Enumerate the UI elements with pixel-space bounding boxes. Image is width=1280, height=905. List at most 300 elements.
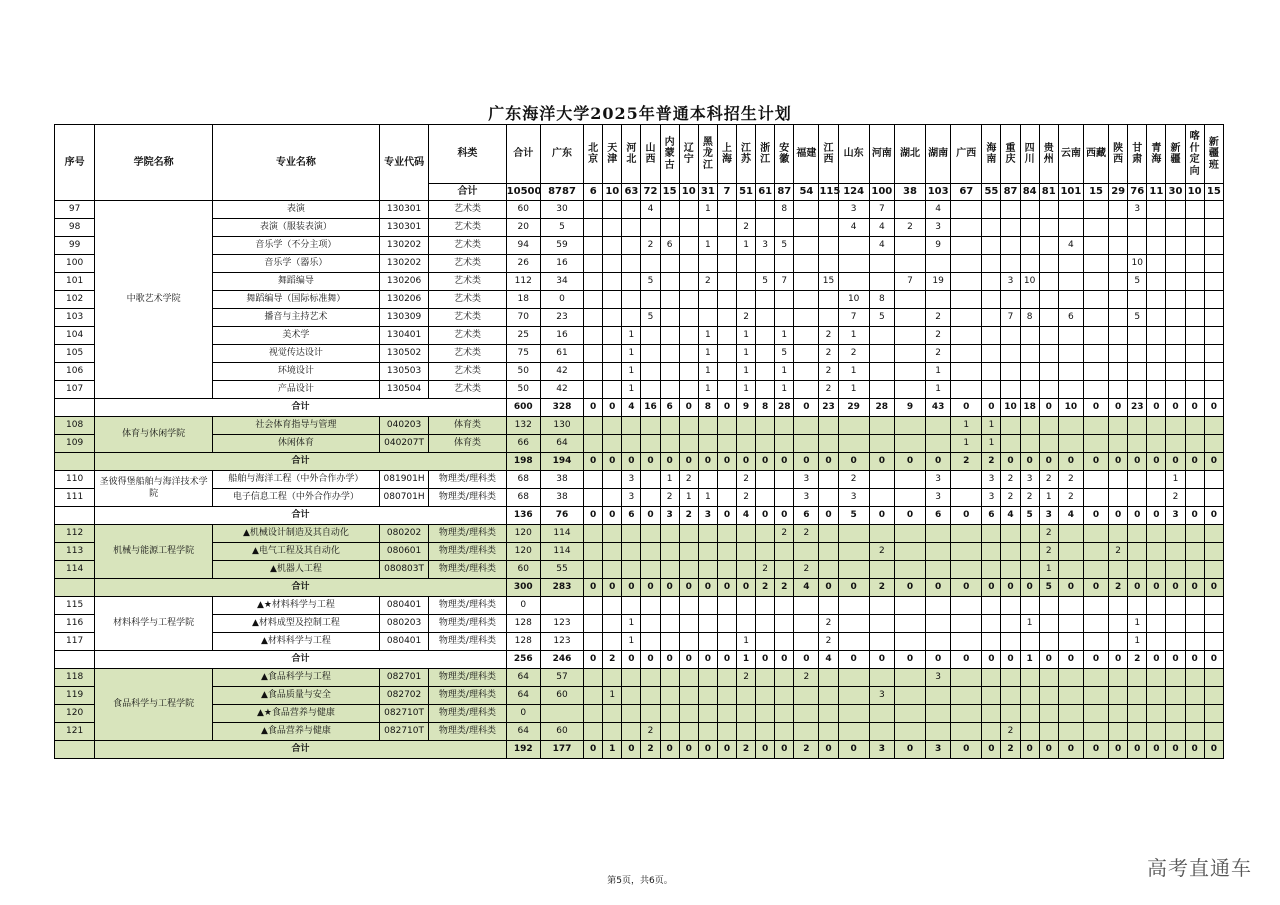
quota-cell [1001, 597, 1020, 615]
major-category: 物理类/理科类 [429, 525, 506, 543]
quota-cell [926, 255, 951, 273]
major-category: 物理类/理科类 [429, 489, 506, 507]
quota-cell [951, 669, 982, 687]
quota-cell [1147, 615, 1166, 633]
quota-cell [641, 615, 660, 633]
quota-cell [794, 201, 819, 219]
quota-cell [1001, 237, 1020, 255]
quota-cell: 1 [775, 327, 794, 345]
subtotal-cell: 4 [737, 507, 756, 525]
quota-cell [894, 435, 925, 453]
quota-cell [951, 723, 982, 741]
quota-cell: 123 [540, 633, 583, 651]
table-row [55, 309, 1224, 327]
subtotal-label: 合计 [95, 651, 506, 669]
quota-cell [698, 633, 717, 651]
quota-cell [1020, 669, 1039, 687]
quota-cell: 1 [838, 363, 869, 381]
subtotal-cell: 0 [641, 453, 660, 471]
quota-cell [1058, 633, 1083, 651]
quota-cell [894, 201, 925, 219]
subtotal-cell: 16 [641, 399, 660, 417]
quota-cell [1020, 327, 1039, 345]
quota-cell [1083, 471, 1108, 489]
quota-cell: 59 [540, 237, 583, 255]
subtotal-cell: 0 [584, 453, 603, 471]
quota-cell [698, 219, 717, 237]
quota-cell [737, 525, 756, 543]
subtotal-cell: 0 [1128, 741, 1147, 759]
quota-cell [1109, 255, 1128, 273]
subtotal-cell: 0 [1128, 579, 1147, 597]
quota-cell [1083, 489, 1108, 507]
major-code: 080401 [379, 633, 428, 651]
quota-cell [869, 327, 894, 345]
quota-cell [584, 525, 603, 543]
quota-cell [794, 345, 819, 363]
row-no: 99 [55, 237, 95, 255]
subtotal-cell: 600 [506, 399, 540, 417]
subtotal-cell: 2 [775, 579, 794, 597]
table-row [55, 561, 1224, 579]
quota-cell: 18 [506, 291, 540, 309]
subtotal-cell: 0 [1020, 741, 1039, 759]
quota-cell [894, 669, 925, 687]
quota-cell [698, 309, 717, 327]
quota-cell [584, 669, 603, 687]
row-no: 97 [55, 201, 95, 219]
subtotal-cell: 6 [926, 507, 951, 525]
quota-cell [1166, 543, 1185, 561]
quota-cell [1083, 219, 1108, 237]
quota-cell [641, 687, 660, 705]
header-school: 学院名称 [95, 125, 213, 201]
quota-cell [737, 417, 756, 435]
subtotal-cell: 0 [926, 453, 951, 471]
quota-cell: 6 [660, 237, 679, 255]
quota-cell: 8 [869, 291, 894, 309]
quota-cell [641, 561, 660, 579]
quota-cell [756, 363, 775, 381]
quota-cell [775, 255, 794, 273]
quota-cell [641, 255, 660, 273]
school-name: 材料科学与工程学院 [95, 597, 213, 651]
subtotal-cell: 4 [1058, 507, 1083, 525]
quota-cell [894, 309, 925, 327]
major-code: 130202 [379, 255, 428, 273]
quota-cell [717, 543, 736, 561]
quota-cell [1147, 597, 1166, 615]
quota-cell [926, 615, 951, 633]
subtotal-cell: 0 [717, 651, 736, 669]
quota-cell [660, 561, 679, 579]
major-category: 艺术类 [429, 345, 506, 363]
quota-cell: 1 [698, 381, 717, 399]
quota-cell: 1 [622, 381, 641, 399]
quota-cell [717, 561, 736, 579]
quota-cell [1166, 381, 1185, 399]
quota-cell [1109, 309, 1128, 327]
subtotal-cell: 6 [622, 507, 641, 525]
quota-cell [660, 273, 679, 291]
quota-cell [584, 489, 603, 507]
quota-cell: 1 [1020, 615, 1039, 633]
quota-cell [1109, 417, 1128, 435]
quota-cell [1147, 255, 1166, 273]
subtotal-cell: 2 [737, 741, 756, 759]
subtotal-cell: 29 [838, 399, 869, 417]
subtotal-cell: 0 [951, 651, 982, 669]
quota-cell [894, 561, 925, 579]
grand-total-cell: 30 [1166, 184, 1185, 201]
subtotal-row [55, 399, 1224, 417]
table-row [55, 363, 1224, 381]
major-name: ▲★材料科学与工程 [212, 597, 379, 615]
quota-cell [756, 723, 775, 741]
quota-cell [794, 723, 819, 741]
quota-cell [1039, 381, 1058, 399]
quota-cell [1001, 201, 1020, 219]
quota-cell [737, 255, 756, 273]
quota-cell: 2 [926, 345, 951, 363]
subtotal-cell: 0 [679, 579, 698, 597]
quota-cell [641, 219, 660, 237]
table-row [55, 615, 1224, 633]
subtotal-cell: 0 [698, 453, 717, 471]
quota-cell [1039, 345, 1058, 363]
quota-cell [660, 615, 679, 633]
quota-cell [584, 561, 603, 579]
header-major: 专业名称 [212, 125, 379, 201]
quota-cell [641, 327, 660, 345]
quota-cell [869, 597, 894, 615]
quota-cell [756, 615, 775, 633]
quota-cell [756, 309, 775, 327]
quota-cell [641, 597, 660, 615]
row-no: 112 [55, 525, 95, 543]
quota-cell [838, 561, 869, 579]
quota-cell [1020, 381, 1039, 399]
quota-cell [1128, 723, 1147, 741]
quota-cell [1166, 597, 1185, 615]
quota-cell: 1 [622, 633, 641, 651]
quota-cell [603, 435, 622, 453]
quota-cell [737, 723, 756, 741]
major-code: 082701 [379, 669, 428, 687]
quota-cell [869, 705, 894, 723]
quota-cell [1147, 309, 1166, 327]
quota-cell [794, 705, 819, 723]
quota-cell [1185, 327, 1204, 345]
quota-cell [926, 705, 951, 723]
quota-cell: 128 [506, 615, 540, 633]
quota-cell [1185, 597, 1204, 615]
quota-cell [1039, 417, 1058, 435]
quota-cell [1109, 705, 1128, 723]
quota-cell: 2 [1039, 471, 1058, 489]
quota-cell [869, 633, 894, 651]
quota-cell [679, 363, 698, 381]
quota-cell: 3 [622, 489, 641, 507]
quota-cell [737, 435, 756, 453]
quota-cell [951, 543, 982, 561]
quota-cell [1109, 345, 1128, 363]
quota-cell [1039, 435, 1058, 453]
quota-cell [1128, 291, 1147, 309]
subtotal-cell: 0 [1083, 453, 1108, 471]
school-name: 机械与能源工程学院 [95, 525, 213, 579]
subtotal-cell: 5 [838, 507, 869, 525]
subtotal-cell: 0 [1128, 507, 1147, 525]
quota-cell [641, 471, 660, 489]
quota-cell [622, 723, 641, 741]
major-name: 舞蹈编导 [212, 273, 379, 291]
quota-cell [1039, 327, 1058, 345]
quota-cell: 2 [1001, 723, 1020, 741]
subtotal-spacer [55, 741, 95, 759]
quota-cell [894, 687, 925, 705]
major-category: 物理类/理科类 [429, 543, 506, 561]
quota-cell: 55 [540, 561, 583, 579]
subtotal-cell: 2 [756, 579, 775, 597]
quota-cell [869, 723, 894, 741]
grand-total-cell: 10 [1185, 184, 1204, 201]
subtotal-cell: 3 [660, 507, 679, 525]
major-name: 电子信息工程（中外合作办学） [212, 489, 379, 507]
quota-cell [1147, 237, 1166, 255]
quota-cell [1204, 363, 1223, 381]
quota-cell [660, 327, 679, 345]
quota-cell [819, 291, 838, 309]
grand-total-cell: 7 [717, 184, 736, 201]
subtotal-cell: 0 [894, 579, 925, 597]
quota-cell [1204, 723, 1223, 741]
quota-cell: 2 [641, 237, 660, 255]
subtotal-cell: 0 [698, 651, 717, 669]
quota-cell: 2 [819, 381, 838, 399]
quota-cell: 5 [641, 273, 660, 291]
quota-cell [951, 291, 982, 309]
quota-cell: 2 [775, 525, 794, 543]
header-code: 专业代码 [379, 125, 428, 201]
quota-cell: 60 [506, 201, 540, 219]
quota-cell [622, 561, 641, 579]
quota-cell: 1 [679, 489, 698, 507]
quota-cell [1166, 435, 1185, 453]
quota-cell [1166, 687, 1185, 705]
subtotal-cell: 28 [869, 399, 894, 417]
quota-cell: 50 [506, 363, 540, 381]
quota-cell: 2 [1039, 543, 1058, 561]
subtotal-cell: 6 [660, 399, 679, 417]
subtotal-cell: 0 [641, 651, 660, 669]
row-no: 108 [55, 417, 95, 435]
subtotal-spacer [55, 579, 95, 597]
major-code: 130206 [379, 291, 428, 309]
quota-cell [926, 687, 951, 705]
quota-cell [1204, 219, 1223, 237]
subtotal-cell: 0 [679, 453, 698, 471]
quota-cell [794, 363, 819, 381]
quota-cell [1204, 543, 1223, 561]
quota-cell [641, 669, 660, 687]
subtotal-cell: 3 [869, 741, 894, 759]
quota-cell [838, 255, 869, 273]
quota-cell: 0 [540, 291, 583, 309]
header-province: 河南 [869, 125, 894, 184]
quota-cell [641, 363, 660, 381]
quota-cell [717, 255, 736, 273]
quota-cell [1109, 273, 1128, 291]
header-province: 内蒙古 [660, 125, 679, 184]
quota-cell [869, 669, 894, 687]
row-no: 118 [55, 669, 95, 687]
subtotal-cell: 0 [982, 399, 1001, 417]
subtotal-cell: 0 [622, 741, 641, 759]
subtotal-cell: 0 [737, 453, 756, 471]
quota-cell [838, 435, 869, 453]
quota-cell [982, 597, 1001, 615]
header-province: 新疆班 [1204, 125, 1223, 184]
quota-cell [951, 201, 982, 219]
major-code: 080203 [379, 615, 428, 633]
quota-cell [1204, 345, 1223, 363]
quota-cell [951, 525, 982, 543]
quota-cell [584, 309, 603, 327]
row-no: 120 [55, 705, 95, 723]
major-category: 物理类/理科类 [429, 705, 506, 723]
quota-cell [1039, 687, 1058, 705]
quota-cell: 2 [1109, 543, 1128, 561]
quota-cell [679, 345, 698, 363]
subtotal-cell: 0 [603, 399, 622, 417]
subtotal-cell: 0 [641, 579, 660, 597]
quota-cell [1058, 615, 1083, 633]
subtotal-cell: 0 [603, 507, 622, 525]
quota-cell [698, 615, 717, 633]
quota-cell [1039, 669, 1058, 687]
quota-cell: 1 [982, 435, 1001, 453]
quota-cell [1083, 723, 1108, 741]
quota-cell [717, 723, 736, 741]
quota-cell [838, 417, 869, 435]
quota-cell [838, 525, 869, 543]
quota-cell [926, 291, 951, 309]
quota-cell [660, 435, 679, 453]
quota-cell [1147, 705, 1166, 723]
quota-cell [869, 525, 894, 543]
quota-cell [641, 417, 660, 435]
quota-cell [1166, 345, 1185, 363]
quota-cell [698, 255, 717, 273]
quota-cell [698, 525, 717, 543]
quota-cell: 1 [660, 471, 679, 489]
quota-cell [1001, 561, 1020, 579]
quota-cell [584, 417, 603, 435]
quota-cell: 0 [506, 705, 540, 723]
quota-cell [1109, 489, 1128, 507]
quota-cell [1147, 435, 1166, 453]
major-category: 物理类/理科类 [429, 471, 506, 489]
quota-cell [794, 615, 819, 633]
major-category: 体育类 [429, 435, 506, 453]
grand-total-cell: 124 [838, 184, 869, 201]
quota-cell [540, 597, 583, 615]
quota-cell [1109, 669, 1128, 687]
quota-cell [584, 381, 603, 399]
quota-cell [1128, 525, 1147, 543]
quota-cell [894, 363, 925, 381]
quota-cell: 1 [838, 327, 869, 345]
grand-total-cell: 100 [869, 184, 894, 201]
quota-cell [717, 687, 736, 705]
subtotal-spacer [55, 507, 95, 525]
quota-cell [679, 417, 698, 435]
quota-cell [603, 327, 622, 345]
quota-cell [717, 309, 736, 327]
quota-cell [679, 435, 698, 453]
quota-cell: 4 [869, 219, 894, 237]
quota-cell [1166, 723, 1185, 741]
subtotal-cell: 0 [603, 453, 622, 471]
quota-cell [819, 543, 838, 561]
table-row [55, 705, 1224, 723]
subtotal-cell: 76 [540, 507, 583, 525]
header-province: 天津 [603, 125, 622, 184]
subtotal-spacer [55, 453, 95, 471]
subtotal-cell: 0 [584, 741, 603, 759]
quota-cell [982, 309, 1001, 327]
subtotal-cell: 4 [794, 579, 819, 597]
quota-cell [1058, 417, 1083, 435]
quota-cell [926, 723, 951, 741]
quota-cell [1166, 201, 1185, 219]
grand-total-cell: 10 [679, 184, 698, 201]
quota-cell [951, 615, 982, 633]
quota-cell [1039, 723, 1058, 741]
quota-cell [717, 471, 736, 489]
subtotal-cell: 194 [540, 453, 583, 471]
header-province: 云南 [1058, 125, 1083, 184]
quota-cell [775, 489, 794, 507]
quota-cell [737, 615, 756, 633]
major-code: 082702 [379, 687, 428, 705]
quota-cell: 8 [1020, 309, 1039, 327]
quota-cell [1166, 327, 1185, 345]
quota-cell [660, 345, 679, 363]
quota-cell [1020, 291, 1039, 309]
quota-cell [951, 381, 982, 399]
quota-cell [1147, 489, 1166, 507]
quota-cell [584, 615, 603, 633]
header-province: 广西 [951, 125, 982, 184]
subtotal-cell: 0 [717, 399, 736, 417]
quota-cell [622, 543, 641, 561]
quota-cell [622, 219, 641, 237]
quota-cell [1020, 417, 1039, 435]
quota-cell: 132 [506, 417, 540, 435]
quota-cell [819, 687, 838, 705]
subtotal-cell: 4 [1001, 507, 1020, 525]
quota-cell [775, 219, 794, 237]
quota-cell: 7 [869, 201, 894, 219]
quota-cell [660, 219, 679, 237]
quota-cell [679, 615, 698, 633]
quota-cell [603, 669, 622, 687]
subtotal-label: 合计 [95, 453, 506, 471]
quota-cell: 30 [540, 201, 583, 219]
subtotal-cell: 0 [1147, 741, 1166, 759]
